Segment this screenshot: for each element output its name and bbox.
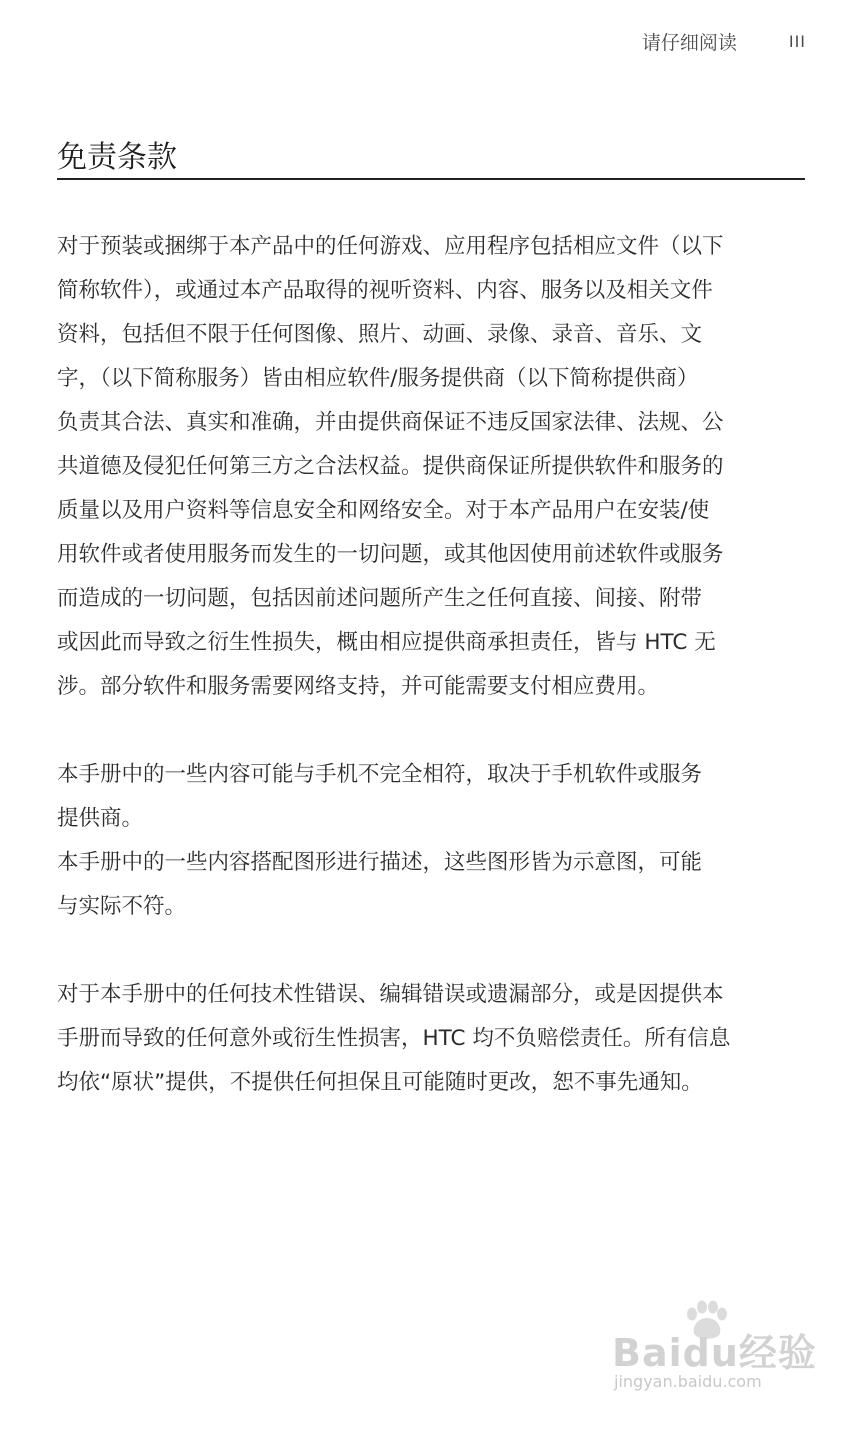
section-title: 免责条款 (57, 140, 177, 175)
watermark-url: jingyan.baidu.com (614, 1372, 762, 1391)
text-line: 对于预装或捆绑于本产品中的任何游戏、应用程序包括相应文件（以下 (57, 234, 724, 259)
text-line: 本手册中的一些内容可能与手机不完全相符，取决于手机软件或服务 (57, 762, 703, 787)
text-line: 或因此而导致之衍生性损失，概由相应提供商承担责任，皆与 HTC 无 (57, 630, 716, 655)
text-line: 负责其合法、真实和准确，并由提供商保证不违反国家法律、法规、公 (57, 410, 724, 435)
text-line: 质量以及用户资料等信息安全和网络安全。对于本产品用户在安装/使 (57, 498, 710, 523)
running-header (642, 28, 806, 55)
text-line: 共道德及侵犯任何第三方之合法权益。提供商保证所提供软件和服务的 (57, 454, 724, 479)
text-line: 提供商。 (57, 806, 144, 831)
title-divider (57, 178, 805, 180)
paragraph-liability (57, 973, 809, 1105)
page-number: III (788, 32, 806, 51)
paragraph-gap (57, 709, 809, 753)
baidu-jingyan-watermark (612, 1300, 817, 1400)
running-title: 请仔细阅读 (641, 32, 737, 54)
text-line: 对于本手册中的任何技术性错误、编辑错误或遗漏部分，或是因提供本 (57, 982, 724, 1007)
text-line: 简称软件），或通过本产品取得的视听资料、内容、服务以及相关文件 (57, 278, 713, 303)
text-line: 手册而导致的任何意外或衍生性损害，HTC 均不负赔偿责任。所有信息 (57, 1026, 731, 1051)
paragraph-software-services (57, 225, 809, 709)
text-line: 资料，包括但不限于任何图像、照片、动画、录像、录音、音乐、文 (57, 322, 703, 347)
watermark-brand: Baidu经验 (612, 1331, 817, 1375)
text-line: 本手册中的一些内容搭配图形进行描述，这些图形皆为示意图，可能 (57, 850, 703, 875)
text-line: 而造成的一切问题，包括因前述问题所产生之任何直接、间接、附带 (57, 586, 703, 611)
text-line: 用软件或者使用服务而发生的一切问题，或其他因使用前述软件或服务 (57, 542, 724, 567)
text-line: 均依“原状”提供，不提供任何担保且可能随时更改，恕不事先通知。 (57, 1070, 703, 1095)
paragraph-gap (57, 929, 809, 973)
text-line: 与实际不符。 (57, 894, 187, 919)
text-line: 涉。部分软件和服务需要网络支持，并可能需要支付相应费用。 (57, 674, 660, 699)
text-line: 字，（以下简称服务）皆由相应软件/服务提供商（以下简称提供商） (57, 366, 699, 391)
paragraph-manual-content (57, 753, 809, 929)
disclaimer-body (57, 225, 809, 1105)
